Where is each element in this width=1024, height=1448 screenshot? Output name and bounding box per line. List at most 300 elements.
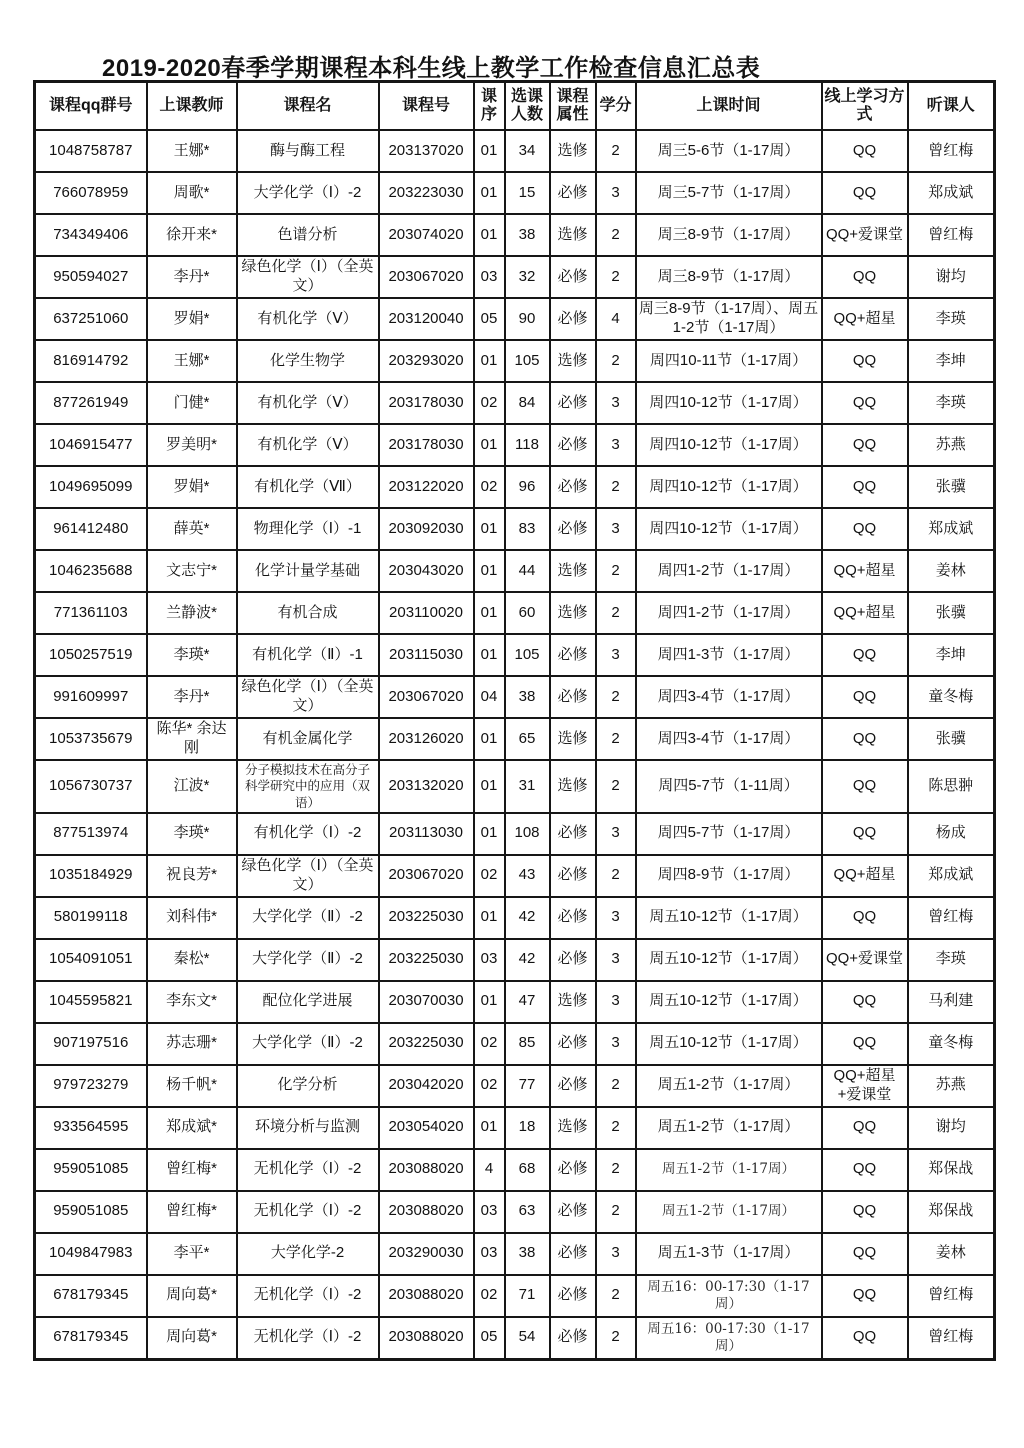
course-no-cell: 203088020 — [379, 1317, 474, 1360]
course-summary-table — [33, 80, 996, 1361]
attr-cell: 必修 — [550, 424, 596, 466]
enrolled-cell: 65 — [505, 718, 550, 760]
method-cell: QQ — [822, 1107, 908, 1149]
attr-cell: 选修 — [550, 550, 596, 592]
time-cell: 周五1-3节（1-17周） — [636, 1233, 822, 1275]
qq-group-cell: 959051085 — [35, 1191, 147, 1233]
listener-cell: 曾红梅 — [908, 1275, 995, 1317]
method-cell: QQ — [822, 718, 908, 760]
credits-cell: 2 — [596, 718, 636, 760]
attr-cell: 选修 — [550, 130, 596, 172]
qq-group-cell: 1049847983 — [35, 1233, 147, 1275]
listener-cell: 姜林 — [908, 1233, 995, 1275]
time-cell: 周五1-2节（1-17周） — [636, 1149, 822, 1191]
table-row — [35, 340, 995, 382]
listener-cell: 郑成斌 — [908, 855, 995, 897]
time-cell: 周四1-3节（1-17周） — [636, 634, 822, 676]
course-name-cell: 化学生物学 — [237, 340, 379, 382]
listener-cell: 曾红梅 — [908, 897, 995, 939]
attr-cell: 选修 — [550, 340, 596, 382]
course-no-cell: 203290030 — [379, 1233, 474, 1275]
teacher-cell: 祝良芳* — [147, 855, 237, 897]
seq-cell: 01 — [474, 718, 505, 760]
table-row — [35, 676, 995, 718]
course-no-cell: 203225030 — [379, 939, 474, 981]
teacher-cell: 郑成斌* — [147, 1107, 237, 1149]
attr-cell: 必修 — [550, 1149, 596, 1191]
course-no-cell: 203088020 — [379, 1149, 474, 1191]
enrolled-cell: 71 — [505, 1275, 550, 1317]
time-cell: 周四10-12节（1-17周） — [636, 466, 822, 508]
enrolled-cell: 105 — [505, 634, 550, 676]
course-no-cell: 203088020 — [379, 1275, 474, 1317]
method-cell: QQ+超星 — [822, 855, 908, 897]
listener-cell: 谢均 — [908, 256, 995, 298]
attr-cell: 必修 — [550, 813, 596, 855]
credits-cell: 2 — [596, 256, 636, 298]
credits-cell: 2 — [596, 1191, 636, 1233]
time-cell: 周三5-6节（1-17周） — [636, 130, 822, 172]
course-name-cell: 环境分析与监测 — [237, 1107, 379, 1149]
method-cell: QQ — [822, 1317, 908, 1360]
seq-cell: 01 — [474, 214, 505, 256]
seq-cell: 03 — [474, 1233, 505, 1275]
attr-cell: 必修 — [550, 466, 596, 508]
time-cell: 周三8-9节（1-17周） — [636, 214, 822, 256]
table-row — [35, 1275, 995, 1317]
listener-cell: 张骥 — [908, 718, 995, 760]
table-row — [35, 634, 995, 676]
time-cell: 周三8-9节（1-17周）、周五1-2节（1-17周） — [636, 298, 822, 340]
listener-cell: 李坤 — [908, 634, 995, 676]
credits-cell: 3 — [596, 1023, 636, 1065]
course-name-cell: 配位化学进展 — [237, 981, 379, 1023]
qq-group-cell: 1050257519 — [35, 634, 147, 676]
course-no-cell: 203110020 — [379, 592, 474, 634]
credits-cell: 2 — [596, 550, 636, 592]
enrolled-cell: 38 — [505, 1233, 550, 1275]
credits-cell: 4 — [596, 298, 636, 340]
attr-cell: 必修 — [550, 1275, 596, 1317]
course-name-cell: 有机化学（Ⅶ） — [237, 466, 379, 508]
enrolled-cell: 32 — [505, 256, 550, 298]
listener-cell: 曾红梅 — [908, 214, 995, 256]
teacher-cell: 王娜* — [147, 130, 237, 172]
course-name-cell: 有机化学（Ⅰ）-2 — [237, 813, 379, 855]
attr-cell: 必修 — [550, 298, 596, 340]
attr-cell: 必修 — [550, 1065, 596, 1107]
course-no-cell: 203054020 — [379, 1107, 474, 1149]
teacher-cell: 李瑛* — [147, 634, 237, 676]
enrolled-cell: 60 — [505, 592, 550, 634]
credits-cell: 2 — [596, 340, 636, 382]
enrolled-cell: 38 — [505, 214, 550, 256]
seq-cell: 03 — [474, 1191, 505, 1233]
table-row — [35, 424, 995, 466]
time-cell: 周四3-4节（1-17周） — [636, 718, 822, 760]
method-cell: QQ+超星+爱课堂 — [822, 1065, 908, 1107]
qq-group-cell: 1046915477 — [35, 424, 147, 466]
qq-group-cell: 959051085 — [35, 1149, 147, 1191]
method-cell: QQ+超星 — [822, 592, 908, 634]
credits-cell: 3 — [596, 508, 636, 550]
table-row — [35, 256, 995, 298]
qq-group-cell: 991609997 — [35, 676, 147, 718]
enrolled-cell: 118 — [505, 424, 550, 466]
enrolled-cell: 63 — [505, 1191, 550, 1233]
course-no-cell: 203120040 — [379, 298, 474, 340]
enrolled-cell: 38 — [505, 676, 550, 718]
table-row — [35, 550, 995, 592]
table-row — [35, 382, 995, 424]
seq-cell: 02 — [474, 382, 505, 424]
time-cell: 周五10-12节（1-17周） — [636, 981, 822, 1023]
course-name-cell: 绿色化学（Ⅰ）（全英文） — [237, 676, 379, 718]
enrolled-cell: 54 — [505, 1317, 550, 1360]
seq-cell: 04 — [474, 676, 505, 718]
seq-cell: 01 — [474, 897, 505, 939]
course-no-cell: 203137020 — [379, 130, 474, 172]
table-row — [35, 1191, 995, 1233]
listener-cell: 郑成斌 — [908, 508, 995, 550]
attr-cell: 必修 — [550, 897, 596, 939]
credits-cell: 3 — [596, 634, 636, 676]
enrolled-cell: 85 — [505, 1023, 550, 1065]
credits-cell: 2 — [596, 466, 636, 508]
time-cell: 周三5-7节（1-17周） — [636, 172, 822, 214]
table-row — [35, 592, 995, 634]
attr-cell: 选修 — [550, 760, 596, 813]
seq-cell: 05 — [474, 1317, 505, 1360]
credits-cell: 3 — [596, 382, 636, 424]
enrolled-cell: 44 — [505, 550, 550, 592]
method-cell: QQ — [822, 981, 908, 1023]
course-no-cell: 203132020 — [379, 760, 474, 813]
listener-cell: 苏燕 — [908, 424, 995, 466]
course-name-cell: 有机化学（Ⅴ） — [237, 298, 379, 340]
seq-cell: 02 — [474, 1275, 505, 1317]
qq-group-cell: 580199118 — [35, 897, 147, 939]
method-cell: QQ — [822, 897, 908, 939]
method-cell: QQ — [822, 1233, 908, 1275]
header-row — [35, 82, 995, 131]
listener-cell: 郑保战 — [908, 1191, 995, 1233]
course-name-cell: 化学分析 — [237, 1065, 379, 1107]
teacher-cell: 王娜* — [147, 340, 237, 382]
course-name-cell: 有机化学（Ⅴ） — [237, 424, 379, 466]
method-cell: QQ — [822, 172, 908, 214]
time-cell: 周五10-12节（1-17周） — [636, 939, 822, 981]
enrolled-cell: 96 — [505, 466, 550, 508]
qq-group-cell: 1045595821 — [35, 981, 147, 1023]
listener-cell: 曾红梅 — [908, 130, 995, 172]
qq-group-cell: 816914792 — [35, 340, 147, 382]
qq-group-cell: 637251060 — [35, 298, 147, 340]
seq-cell: 02 — [474, 466, 505, 508]
listener-cell: 李坤 — [908, 340, 995, 382]
qq-group-cell: 979723279 — [35, 1065, 147, 1107]
method-cell: QQ — [822, 1149, 908, 1191]
qq-group-cell: 1048758787 — [35, 130, 147, 172]
credits-cell: 3 — [596, 1233, 636, 1275]
attr-cell: 选修 — [550, 981, 596, 1023]
course-no-cell: 203293020 — [379, 340, 474, 382]
course-name-cell: 无机化学（Ⅰ）-2 — [237, 1275, 379, 1317]
time-cell: 周三8-9节（1-17周） — [636, 256, 822, 298]
course-name-cell: 绿色化学（Ⅰ）（全英文） — [237, 256, 379, 298]
table-row — [35, 1233, 995, 1275]
listener-cell: 马利建 — [908, 981, 995, 1023]
course-name-cell: 色谱分析 — [237, 214, 379, 256]
listener-cell: 苏燕 — [908, 1065, 995, 1107]
enrolled-cell: 108 — [505, 813, 550, 855]
table-row — [35, 130, 995, 172]
seq-cell: 05 — [474, 298, 505, 340]
teacher-cell: 李瑛* — [147, 813, 237, 855]
enrolled-cell: 83 — [505, 508, 550, 550]
teacher-cell: 徐开来* — [147, 214, 237, 256]
qq-group-cell: 1035184929 — [35, 855, 147, 897]
attr-cell: 必修 — [550, 634, 596, 676]
credits-cell: 3 — [596, 897, 636, 939]
teacher-cell: 薛英* — [147, 508, 237, 550]
seq-cell: 03 — [474, 256, 505, 298]
header-teacher: 上课教师 — [147, 82, 237, 131]
credits-cell: 2 — [596, 214, 636, 256]
teacher-cell: 曾红梅* — [147, 1191, 237, 1233]
seq-cell: 01 — [474, 508, 505, 550]
header-course-no: 课程号 — [379, 82, 474, 131]
course-no-cell: 203115030 — [379, 634, 474, 676]
seq-cell: 01 — [474, 634, 505, 676]
course-name-cell: 大学化学（Ⅱ）-2 — [237, 1023, 379, 1065]
method-cell: QQ — [822, 634, 908, 676]
seq-cell: 01 — [474, 813, 505, 855]
header-listener: 听课人 — [908, 82, 995, 131]
qq-group-cell: 1054091051 — [35, 939, 147, 981]
header-online-method: 线上学习方式 — [822, 82, 908, 131]
teacher-cell: 文志宁* — [147, 550, 237, 592]
course-no-cell: 203067020 — [379, 256, 474, 298]
qq-group-cell: 950594027 — [35, 256, 147, 298]
teacher-cell: 周歌* — [147, 172, 237, 214]
course-name-cell: 大学化学-2 — [237, 1233, 379, 1275]
teacher-cell: 周向葛* — [147, 1275, 237, 1317]
enrolled-cell: 31 — [505, 760, 550, 813]
credits-cell: 2 — [596, 855, 636, 897]
method-cell: QQ+超星 — [822, 550, 908, 592]
qq-group-cell: 1056730737 — [35, 760, 147, 813]
listener-cell: 童冬梅 — [908, 676, 995, 718]
method-cell: QQ — [822, 424, 908, 466]
time-cell: 周四10-12节（1-17周） — [636, 382, 822, 424]
course-name-cell: 有机化学（Ⅱ）-1 — [237, 634, 379, 676]
teacher-cell: 罗娟* — [147, 466, 237, 508]
method-cell: QQ — [822, 1023, 908, 1065]
method-cell: QQ+爱课堂 — [822, 214, 908, 256]
table-row — [35, 760, 995, 813]
method-cell: QQ — [822, 340, 908, 382]
enrolled-cell: 15 — [505, 172, 550, 214]
course-no-cell: 203223030 — [379, 172, 474, 214]
credits-cell: 2 — [596, 676, 636, 718]
listener-cell: 谢均 — [908, 1107, 995, 1149]
enrolled-cell: 105 — [505, 340, 550, 382]
listener-cell: 郑成斌 — [908, 172, 995, 214]
course-no-cell: 203113030 — [379, 813, 474, 855]
course-name-cell: 分子模拟技术在高分子科学研究中的应用（双语） — [237, 760, 379, 813]
method-cell: QQ — [822, 508, 908, 550]
seq-cell: 02 — [474, 1023, 505, 1065]
time-cell: 周四3-4节（1-17周） — [636, 676, 822, 718]
attr-cell: 必修 — [550, 508, 596, 550]
qq-group-cell: 877261949 — [35, 382, 147, 424]
attr-cell: 必修 — [550, 256, 596, 298]
credits-cell: 3 — [596, 172, 636, 214]
course-no-cell: 203225030 — [379, 1023, 474, 1065]
header-attr: 课程属性 — [550, 82, 596, 131]
teacher-cell: 兰静波* — [147, 592, 237, 634]
course-no-cell: 203042020 — [379, 1065, 474, 1107]
table-row — [35, 981, 995, 1023]
listener-cell: 陈思翀 — [908, 760, 995, 813]
seq-cell: 01 — [474, 172, 505, 214]
header-seq: 课序 — [474, 82, 505, 131]
method-cell: QQ+爱课堂 — [822, 939, 908, 981]
course-no-cell: 203074020 — [379, 214, 474, 256]
qq-group-cell: 734349406 — [35, 214, 147, 256]
teacher-cell: 李东文* — [147, 981, 237, 1023]
attr-cell: 选修 — [550, 718, 596, 760]
enrolled-cell: 34 — [505, 130, 550, 172]
enrolled-cell: 47 — [505, 981, 550, 1023]
seq-cell: 01 — [474, 1107, 505, 1149]
seq-cell: 02 — [474, 1065, 505, 1107]
method-cell: QQ — [822, 130, 908, 172]
header-enrolled: 选课人数 — [505, 82, 550, 131]
time-cell: 周四10-12节（1-17周） — [636, 424, 822, 466]
seq-cell: 01 — [474, 592, 505, 634]
teacher-cell: 门健* — [147, 382, 237, 424]
time-cell: 周五1-2节（1-17周） — [636, 1191, 822, 1233]
credits-cell: 2 — [596, 592, 636, 634]
course-name-cell: 有机金属化学 — [237, 718, 379, 760]
course-no-cell: 203067020 — [379, 676, 474, 718]
teacher-cell: 陈华* 余达刚 — [147, 718, 237, 760]
seq-cell: 01 — [474, 760, 505, 813]
attr-cell: 选修 — [550, 592, 596, 634]
seq-cell: 01 — [474, 424, 505, 466]
qq-group-cell: 678179345 — [35, 1317, 147, 1360]
table-body — [35, 130, 995, 1359]
listener-cell: 李瑛 — [908, 382, 995, 424]
credits-cell: 3 — [596, 813, 636, 855]
listener-cell: 李瑛 — [908, 298, 995, 340]
attr-cell: 必修 — [550, 172, 596, 214]
credits-cell: 3 — [596, 939, 636, 981]
table-row — [35, 1317, 995, 1360]
listener-cell: 童冬梅 — [908, 1023, 995, 1065]
attr-cell: 必修 — [550, 855, 596, 897]
attr-cell: 选修 — [550, 214, 596, 256]
course-no-cell: 203043020 — [379, 550, 474, 592]
time-cell: 周四10-12节（1-17周） — [636, 508, 822, 550]
time-cell: 周四1-2节（1-17周） — [636, 592, 822, 634]
teacher-cell: 李平* — [147, 1233, 237, 1275]
course-no-cell: 203126020 — [379, 718, 474, 760]
attr-cell: 必修 — [550, 1191, 596, 1233]
seq-cell: 01 — [474, 550, 505, 592]
listener-cell: 姜林 — [908, 550, 995, 592]
time-cell: 周五16：00-17:30（1-17周） — [636, 1275, 822, 1317]
course-name-cell: 大学化学（Ⅰ）-2 — [237, 172, 379, 214]
listener-cell: 杨成 — [908, 813, 995, 855]
method-cell: QQ — [822, 813, 908, 855]
credits-cell: 2 — [596, 760, 636, 813]
enrolled-cell: 42 — [505, 897, 550, 939]
header-credits: 学分 — [596, 82, 636, 131]
time-cell: 周五10-12节（1-17周） — [636, 897, 822, 939]
enrolled-cell: 18 — [505, 1107, 550, 1149]
credits-cell: 2 — [596, 1149, 636, 1191]
seq-cell: 4 — [474, 1149, 505, 1191]
course-no-cell: 203178030 — [379, 382, 474, 424]
table-row — [35, 897, 995, 939]
table-row — [35, 1065, 995, 1107]
course-no-cell: 203070030 — [379, 981, 474, 1023]
credits-cell: 3 — [596, 424, 636, 466]
enrolled-cell: 42 — [505, 939, 550, 981]
qq-group-cell: 933564595 — [35, 1107, 147, 1149]
listener-cell: 张骥 — [908, 466, 995, 508]
seq-cell: 01 — [474, 981, 505, 1023]
qq-group-cell: 766078959 — [35, 172, 147, 214]
course-name-cell: 有机化学（Ⅴ） — [237, 382, 379, 424]
credits-cell: 2 — [596, 130, 636, 172]
teacher-cell: 周向葛* — [147, 1317, 237, 1360]
qq-group-cell: 678179345 — [35, 1275, 147, 1317]
time-cell: 周四8-9节（1-17周） — [636, 855, 822, 897]
teacher-cell: 江波* — [147, 760, 237, 813]
table-row — [35, 855, 995, 897]
attr-cell: 必修 — [550, 382, 596, 424]
listener-cell: 曾红梅 — [908, 1317, 995, 1360]
table-row — [35, 1023, 995, 1065]
header-course-name: 课程名 — [237, 82, 379, 131]
qq-group-cell: 961412480 — [35, 508, 147, 550]
listener-cell: 张骥 — [908, 592, 995, 634]
listener-cell: 郑保战 — [908, 1149, 995, 1191]
seq-cell: 02 — [474, 855, 505, 897]
method-cell: QQ — [822, 676, 908, 718]
method-cell: QQ — [822, 382, 908, 424]
attr-cell: 必修 — [550, 1233, 596, 1275]
credits-cell: 2 — [596, 1065, 636, 1107]
table-row — [35, 466, 995, 508]
time-cell: 周四10-11节（1-17周） — [636, 340, 822, 382]
course-name-cell: 物理化学（Ⅰ）-1 — [237, 508, 379, 550]
course-name-cell: 大学化学（Ⅱ）-2 — [237, 939, 379, 981]
course-name-cell: 无机化学（Ⅰ）-2 — [237, 1317, 379, 1360]
course-name-cell: 绿色化学（Ⅰ）（全英文） — [237, 855, 379, 897]
credits-cell: 2 — [596, 1317, 636, 1360]
teacher-cell: 曾红梅* — [147, 1149, 237, 1191]
course-name-cell: 酶与酶工程 — [237, 130, 379, 172]
qq-group-cell: 1046235688 — [35, 550, 147, 592]
table-row — [35, 718, 995, 760]
table-row — [35, 172, 995, 214]
course-no-cell: 203067020 — [379, 855, 474, 897]
